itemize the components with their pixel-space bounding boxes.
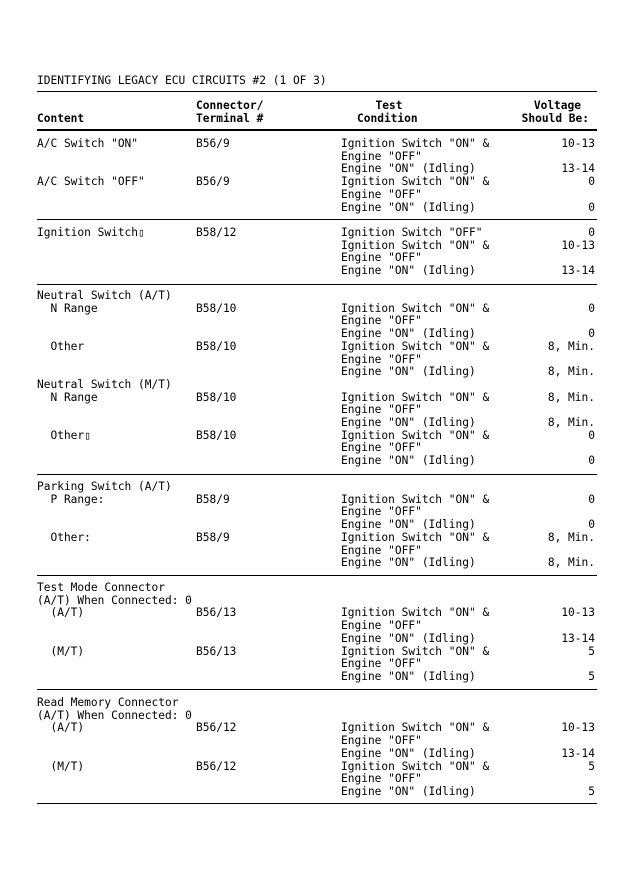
row-condition: Engine "OFF" — [341, 187, 422, 201]
row-content: Other: — [37, 530, 91, 544]
row-condition: Engine "OFF" — [341, 314, 422, 328]
row-voltage: 8, Min. — [547, 390, 595, 404]
row-terminal: B58/12 — [196, 226, 237, 239]
row-terminal: B58/10 — [196, 339, 237, 353]
row-content: N Range — [37, 390, 98, 404]
row-condition: Engine "ON" (Idling) — [341, 784, 476, 798]
row-condition: Engine "ON" (Idling) — [341, 365, 476, 379]
row-condition: Engine "OFF" — [341, 251, 422, 265]
row-terminal: B58/9 — [196, 492, 230, 506]
header-test-line2: Condition — [357, 112, 418, 125]
row-condition: Engine "ON" (Idling) — [341, 631, 476, 645]
row-content: Test Mode Connector — [37, 581, 165, 594]
row-condition: Ignition Switch "ON" & — [341, 137, 490, 150]
section-rule — [37, 575, 597, 576]
row-voltage: 0 — [588, 492, 595, 506]
row-voltage: 0 — [588, 428, 595, 442]
row-voltage: 0 — [588, 518, 595, 532]
row-voltage: 13-14 — [561, 746, 595, 760]
row-content: Neutral Switch (M/T) — [37, 377, 172, 391]
row-condition: Engine "OFF" — [341, 772, 422, 786]
row-condition: Engine "OFF" — [341, 505, 422, 519]
row-condition: Engine "ON" (Idling) — [341, 162, 476, 176]
row-terminal: B58/10 — [196, 390, 237, 404]
row-condition: Ignition Switch "ON" & — [341, 301, 490, 315]
row-voltage: 5 — [588, 784, 595, 798]
header-voltage-line2: Should Be: — [521, 112, 589, 125]
row-content: (A/T) When Connected: 0 — [37, 593, 192, 607]
row-voltage: 10-13 — [561, 721, 595, 735]
row-terminal: B56/13 — [196, 606, 237, 620]
header-content: Content — [37, 112, 85, 125]
header-connector-line2: Terminal # — [196, 112, 264, 125]
row-voltage: 8, Min. — [547, 530, 595, 544]
row-voltage: 0 — [588, 200, 595, 214]
header-connector-line1: Connector/ — [196, 99, 264, 112]
row-voltage: 8, Min. — [547, 365, 595, 379]
header-rule — [37, 129, 597, 131]
row-content: Parking Switch (A/T) — [37, 480, 172, 493]
row-condition: Engine "OFF" — [341, 543, 422, 557]
header-voltage-line1: Voltage — [533, 99, 581, 112]
row-voltage: 8, Min. — [547, 339, 595, 353]
row-terminal: B58/9 — [196, 530, 230, 544]
row-voltage: 0 — [588, 454, 595, 468]
row-content: Ignition Switch▯ — [37, 226, 145, 239]
row-voltage: 5 — [588, 644, 595, 658]
row-condition: Ignition Switch "ON" & — [341, 721, 490, 735]
row-content: Neutral Switch (A/T) — [37, 289, 172, 302]
row-condition: Engine "OFF" — [341, 403, 422, 417]
section-rule — [37, 284, 597, 285]
row-terminal: B56/12 — [196, 721, 237, 735]
section-rule — [37, 689, 597, 690]
row-condition: Engine "ON" (Idling) — [341, 556, 476, 570]
row-condition: Engine "ON" (Idling) — [341, 200, 476, 214]
row-terminal: B58/10 — [196, 428, 237, 442]
row-condition: Ignition Switch "ON" & — [341, 238, 490, 252]
row-content: Read Memory Connector — [37, 696, 179, 709]
row-condition: Ignition Switch "OFF" — [341, 226, 483, 239]
row-voltage: 5 — [588, 669, 595, 683]
row-condition: Engine "OFF" — [341, 619, 422, 633]
row-condition: Engine "OFF" — [341, 149, 422, 163]
row-content: (A/T) When Connected: 0 — [37, 708, 192, 722]
row-condition: Ignition Switch "ON" & — [341, 339, 490, 353]
row-condition: Engine "ON" (Idling) — [341, 746, 476, 760]
row-condition: Ignition Switch "ON" & — [341, 428, 490, 442]
row-terminal: B56/13 — [196, 644, 237, 658]
row-voltage: 13-14 — [561, 162, 595, 176]
row-voltage: 13-14 — [561, 264, 595, 278]
row-condition: Ignition Switch "ON" & — [341, 492, 490, 506]
row-condition: Engine "ON" (Idling) — [341, 327, 476, 341]
row-content: P Range: — [37, 492, 105, 506]
row-content: (A/T) — [37, 721, 85, 735]
title-rule — [37, 91, 597, 92]
header-test-line1: Test — [375, 99, 403, 112]
row-voltage: 8, Min. — [547, 416, 595, 429]
row-voltage: 0 — [588, 226, 595, 239]
row-content: Other — [37, 339, 85, 353]
page-title: IDENTIFYING LEGACY ECU CIRCUITS #2 (1 OF 3) — [37, 74, 327, 87]
row-voltage: 13-14 — [561, 631, 595, 645]
row-content: Other▯ — [37, 428, 91, 442]
section-rule — [37, 219, 597, 220]
row-condition: Engine "OFF" — [341, 441, 422, 455]
row-voltage: 10-13 — [561, 137, 595, 150]
row-voltage: 10-13 — [561, 606, 595, 620]
row-content: (M/T) — [37, 644, 85, 658]
row-terminal: B58/10 — [196, 301, 237, 315]
row-condition: Ignition Switch "ON" & — [341, 644, 490, 658]
row-content: A/C Switch "ON" — [37, 137, 139, 150]
section-rule — [37, 803, 597, 804]
row-voltage: 0 — [588, 175, 595, 189]
row-condition: Engine "ON" (Idling) — [341, 669, 476, 683]
row-condition: Ignition Switch "ON" & — [341, 390, 490, 404]
row-condition: Ignition Switch "ON" & — [341, 606, 490, 620]
row-condition: Engine "ON" (Idling) — [341, 518, 476, 532]
row-voltage: 10-13 — [561, 238, 595, 252]
row-condition: Engine "OFF" — [341, 352, 422, 366]
section-rule — [37, 474, 597, 475]
row-voltage: 5 — [588, 759, 595, 773]
row-terminal: B56/9 — [196, 175, 230, 189]
row-terminal: B56/9 — [196, 137, 230, 150]
row-condition: Engine "ON" (Idling) — [341, 454, 476, 468]
row-voltage: 0 — [588, 327, 595, 341]
row-condition: Ignition Switch "ON" & — [341, 530, 490, 544]
row-content: A/C Switch "OFF" — [37, 175, 145, 189]
row-voltage: 0 — [588, 301, 595, 315]
row-voltage: 8, Min. — [547, 556, 595, 570]
row-condition: Ignition Switch "ON" & — [341, 175, 490, 189]
row-content: (A/T) — [37, 606, 85, 620]
row-condition: Engine "ON" (Idling) — [341, 264, 476, 278]
row-condition: Ignition Switch "ON" & — [341, 759, 490, 773]
row-terminal: B56/12 — [196, 759, 237, 773]
row-content: (M/T) — [37, 759, 85, 773]
row-condition: Engine "OFF" — [341, 734, 422, 748]
row-content: N Range — [37, 301, 98, 315]
row-condition: Engine "ON" (Idling) — [341, 416, 476, 429]
row-condition: Engine "OFF" — [341, 657, 422, 671]
